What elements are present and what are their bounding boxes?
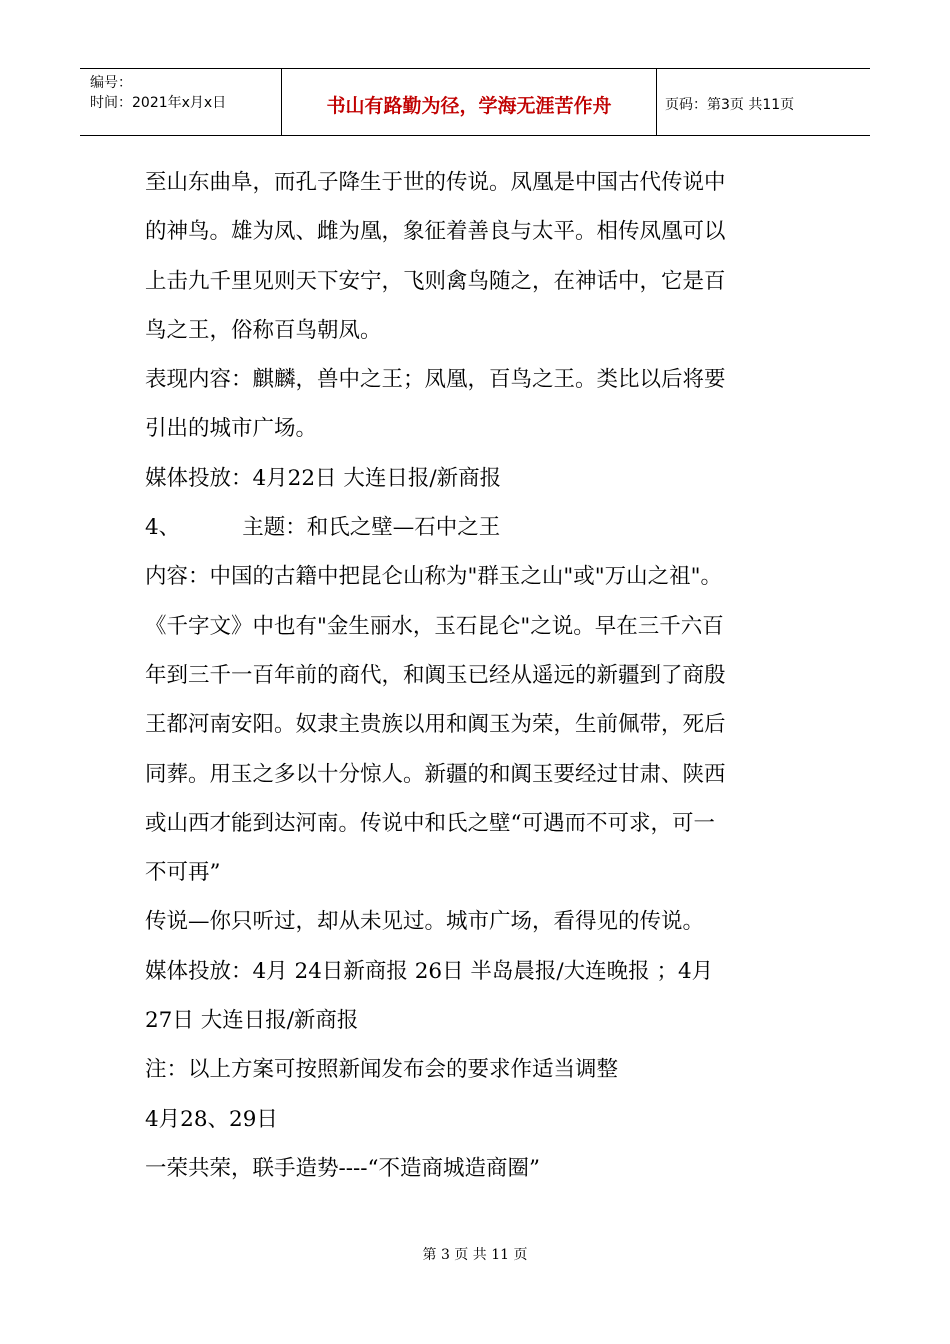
body-line: 媒体投放：4月22日 大连日报/新商报 bbox=[145, 465, 502, 491]
body-line: 《千字文》中也有"金生丽水，玉石昆仑"之说。早在三千六百 bbox=[145, 613, 724, 639]
body-line: 王都河南安阳。奴隶主贵族以用和阗玉为荣，生前佩带，死后 bbox=[145, 712, 726, 738]
body-line: 上击九千里见则天下安宁，飞则禽鸟随之，在神话中，它是百 bbox=[145, 268, 726, 294]
document-body bbox=[145, 158, 815, 1193]
body-line: 鸟之王，俗称百鸟朝凤。 bbox=[145, 317, 382, 343]
document-header bbox=[80, 68, 870, 136]
body-line: 引出的城市广场。 bbox=[145, 416, 318, 442]
header-page-info: 页码：第3页 共11页 bbox=[665, 97, 795, 113]
list-item-text: 主题：和氏之壁—石中之王 bbox=[242, 515, 501, 541]
body-line: 27日 大连日报/新商报 bbox=[145, 1008, 359, 1034]
header-motto: 书山有路勤为径，学海无涯苦作舟 bbox=[282, 69, 657, 135]
body-line: 年到三千一百年前的商代，和阗玉已经从遥远的新疆到了商殷 bbox=[145, 662, 726, 688]
body-line: 传说—你只听过，却从未见过。城市广场，看得见的传说。 bbox=[145, 909, 705, 935]
body-line: 一荣共荣，联手造势----“不造商城造商圈” bbox=[145, 1155, 541, 1181]
body-line: 媒体投放：4月 24日新商报 26日 半岛晨报/大连晚报 ；4月 bbox=[145, 958, 714, 984]
body-line: 同葬。用玉之多以十分惊人。新疆的和阗玉要经过甘肃、陕西 bbox=[145, 761, 726, 787]
body-line: 的神鸟。雄为凤、雌为凰，象征着善良与太平。相传凤凰可以 bbox=[145, 219, 726, 245]
body-line: 或山西才能到达河南。传说中和氏之壁“可遇而不可求，可一 bbox=[145, 810, 715, 836]
body-line: 至山东曲阜，而孔子降生于世的传说。凤凰是中国古代传说中 bbox=[145, 170, 726, 195]
list-item-number: 4、 bbox=[145, 515, 181, 541]
body-line: 内容：中国的古籍中把昆仑山称为"群玉之山"或"万山之祖"。 bbox=[145, 564, 723, 590]
document-time-label: 时间：2021年x月x日 bbox=[90, 95, 227, 111]
page-footer: 第 3 页 共 11 页 bbox=[422, 1247, 528, 1263]
document-number-label: 编号： bbox=[90, 75, 132, 91]
body-line: 注：以上方案可按照新闻发布会的要求作适当调整 bbox=[145, 1057, 619, 1083]
body-line: 4月28、29日 bbox=[145, 1106, 278, 1132]
body-line: 不可再” bbox=[145, 860, 221, 886]
header-meta-cell bbox=[80, 69, 282, 135]
list-item-4 bbox=[145, 503, 815, 552]
body-line: 表现内容：麒麟，兽中之王；凤凰，百鸟之王。类比以后将要 bbox=[145, 367, 726, 393]
